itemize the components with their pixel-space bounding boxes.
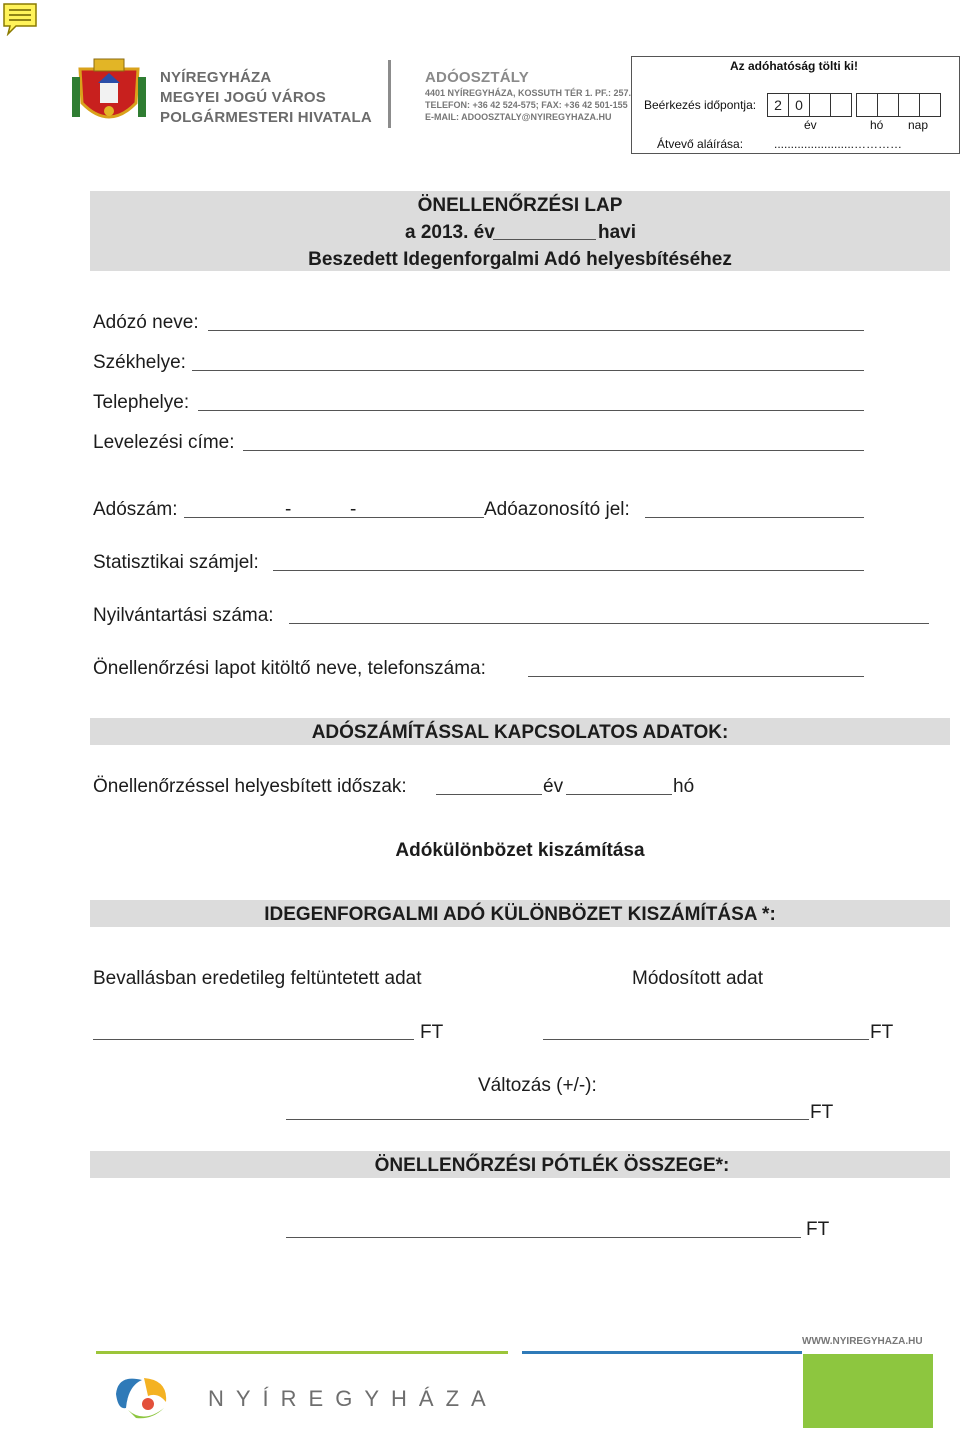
date-digit-box-6 (877, 93, 899, 117)
signature-dots: ........................………… (774, 137, 903, 151)
dept-address: 4401 NYÍREGYHÁZA, KOSSUTH TÉR 1. PF.: 257. (425, 88, 632, 98)
title-year-prefix: a 2013. év (405, 222, 495, 243)
footer-website[interactable]: WWW.NYIREGYHAZA.HU (802, 1336, 923, 1347)
date-digit-box-4 (830, 93, 852, 117)
section2-heading: IDEGENFORGALMI ADÓ KÜLÖNBÖZET KISZÁMÍTÁSA *: (264, 904, 776, 925)
date-digit-box-3 (809, 93, 831, 117)
title-year-suffix: havi (598, 222, 637, 243)
taxpayer-name-field[interactable] (208, 330, 864, 331)
calc-heading: Adókülönbözet kiszámítása (395, 840, 645, 861)
tax-number-field[interactable] (184, 517, 484, 518)
period-month-field[interactable] (566, 794, 672, 795)
seat-label: Székhelye: (93, 352, 186, 373)
modified-currency: FT (870, 1022, 894, 1043)
speech-bubble-icon[interactable] (2, 2, 38, 36)
arrival-label: Beérkezés időpontja: (644, 98, 757, 112)
footer-line-blue (522, 1351, 802, 1354)
registration-number-field[interactable] (289, 623, 929, 624)
city-subtitle: MEGYEI JOGÚ VÁROS (160, 89, 326, 106)
date-digit-box-1: 2 (767, 93, 789, 117)
period-year-label: év (543, 776, 564, 797)
seat-field[interactable] (192, 370, 864, 371)
header-divider (388, 60, 391, 128)
filler-field[interactable] (528, 676, 864, 677)
change-label: Változás (+/-): (478, 1075, 597, 1096)
footer-brand-text: NYÍREGYHÁZA (208, 1386, 498, 1411)
city-brand-logo (108, 1368, 174, 1428)
surcharge-amount-field[interactable] (286, 1237, 801, 1238)
date-digit-box-7 (898, 93, 920, 117)
change-currency: FT (810, 1102, 834, 1123)
original-amount-field[interactable] (93, 1039, 414, 1040)
mailing-address-field[interactable] (243, 450, 864, 451)
official-month-label: hó (870, 118, 884, 132)
office-name: POLGÁRMESTERI HIVATALA (160, 109, 372, 126)
dept-phone: TELEFON: +36 42 524-575; FAX: +36 42 501-155 (425, 100, 628, 110)
change-amount-field[interactable] (286, 1119, 809, 1120)
signature-label: Átvevő aláírása: (657, 137, 744, 151)
registration-number-label: Nyilvántartási száma: (93, 605, 274, 626)
original-currency: FT (420, 1022, 444, 1043)
site-field[interactable] (198, 410, 864, 411)
official-year-label: év (804, 118, 817, 132)
official-box-title: Az adóhatóság tölti ki! (730, 59, 859, 73)
original-data-label: Bevallásban eredetileg feltüntetett adat (93, 968, 422, 989)
period-year-field[interactable] (436, 794, 542, 795)
form-subtitle: Beszedett Idegenforgalmi Adó helyesbítéséhez (308, 249, 732, 270)
stat-code-field[interactable] (273, 570, 864, 571)
tax-number-dash-2: - (350, 499, 357, 520)
tax-id-label: Adóazonosító jel: (484, 499, 630, 520)
city-name: NYÍREGYHÁZA (160, 69, 272, 86)
period-month-label: hó (673, 776, 695, 797)
tax-number-label: Adószám: (93, 499, 178, 520)
date-digit-box-2: 0 (788, 93, 810, 117)
title-month-field[interactable] (493, 239, 596, 240)
coat-of-arms-logo (70, 55, 148, 133)
modified-amount-field[interactable] (543, 1039, 869, 1040)
footer-line-green (96, 1351, 508, 1354)
section3-heading: ÖNELLENŐRZÉSI PÓTLÉK ÖSSZEGE*: (374, 1155, 730, 1176)
taxpayer-name-label: Adózó neve: (93, 312, 199, 333)
tax-id-field[interactable] (645, 517, 864, 518)
period-label: Önellenőrzéssel helyesbített időszak: (93, 776, 407, 797)
surcharge-currency: FT (806, 1219, 830, 1240)
form-title: ÖNELLENŐRZÉSI LAP (417, 195, 623, 216)
filler-label: Önellenőrzési lapot kitöltő neve, telefonszáma: (93, 658, 486, 679)
site-label: Telephelye: (93, 392, 190, 413)
section1-heading: ADÓSZÁMÍTÁSSAL KAPCSOLATOS ADATOK: (311, 722, 729, 743)
official-day-label: nap (908, 118, 929, 132)
dept-title: ADÓOSZTÁLY (425, 69, 529, 86)
footer-green-square (803, 1354, 933, 1428)
dept-email: E-MAIL: ADOOSZTALY@NYIREGYHAZA.HU (425, 112, 612, 122)
tax-number-dash-1: - (285, 499, 292, 520)
date-digit-box-8 (919, 93, 941, 117)
modified-data-label: Módosított adat (632, 968, 763, 989)
date-digit-box-5 (856, 93, 878, 117)
stat-code-label: Statisztikai számjel: (93, 552, 259, 573)
mailing-address-label: Levelezési címe: (93, 432, 235, 453)
